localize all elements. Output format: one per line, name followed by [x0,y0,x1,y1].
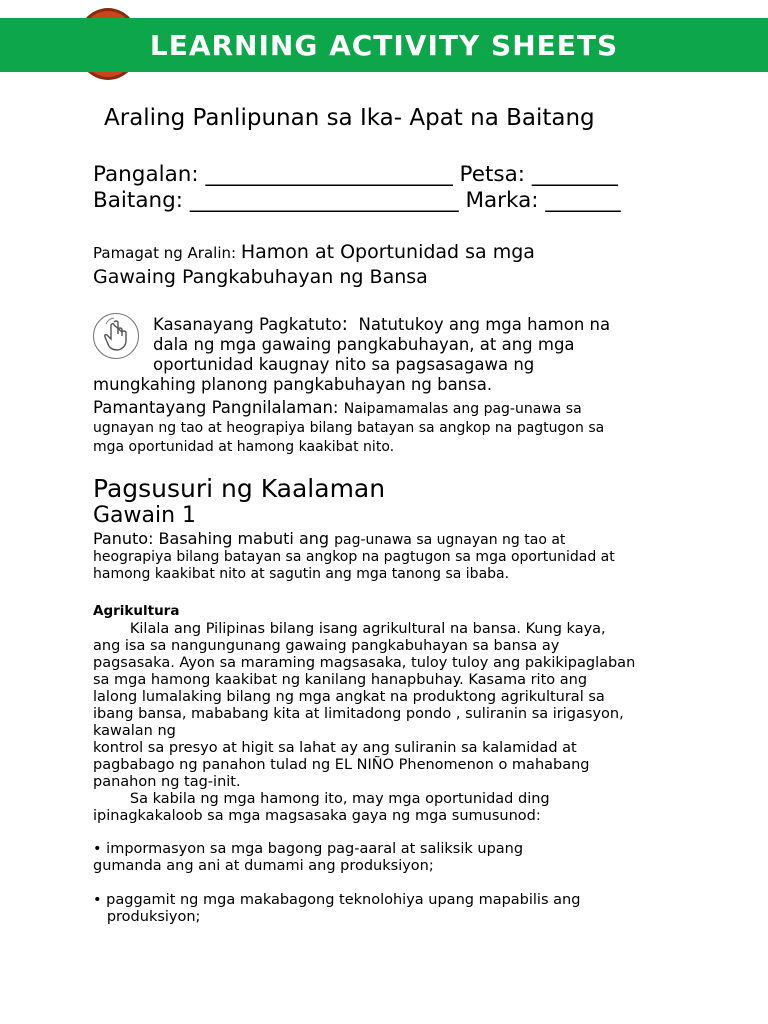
content-standard-line-2: ugnayan ng tao at heograpiya bilang batayan sa angkop na pagtugon sa [93,420,605,436]
paragraph-line: lalong lumalaking bilang ng mga angkat na produktong agrikultural sa [93,689,605,705]
instructions-line-1: pag-unawa sa ugnayan ng tao at [334,532,566,548]
competency-line-4: mungkahing planong pangkabuhayan ng bansa. [93,375,493,394]
lesson-title-block [93,240,535,289]
content-standard-label: Pamantayang Pangnilalaman: [93,398,344,417]
bullet-line: • paggamit ng mga makabagong teknolohiya upang mapabilis ang [93,892,581,908]
bullet-line: produksiyon; [93,909,201,925]
instructions-label: Panuto: Basahing mabuti ang [93,529,335,548]
competency-block [93,314,693,395]
paragraph-line: Kilala ang Pilipinas bilang isang agrikultural na bansa. Kung kaya, [93,621,606,637]
bullet-item [93,841,693,875]
activity-heading: Gawain 1 [93,503,197,528]
instructions-block [93,530,693,583]
header-banner [0,18,768,72]
grade-score-line: Baitang: _________________________ Marka: _______ [93,188,621,213]
competency-colon: : [341,313,349,335]
bullet-line: gumanda ang ani at dumami ang produksiyon; [93,858,434,874]
competency-line-2: dala ng mga gawaing pangkabuhayan, at ang mga [153,335,575,354]
paragraph-line: ibang bansa, mababang kita at limitadong pondo , suliranin sa irigasyon, [93,706,624,722]
name-date-line: Pangalan: _______________________ Petsa: ________ [93,162,618,187]
paragraph-line: Sa kabila ng mga hamong ito, may mga oportunidad ding [93,791,550,807]
agriculture-paragraph [93,621,693,825]
section-heading: Pagsusuri ng Kaalaman [93,474,386,503]
paragraph-line: pagsasaka. Ayon sa maraming magsasaka, tuloy tuloy ang pakikipaglaban [93,655,636,671]
competency-line-3: oportunidad kaugnay nito sa pagsasagawa ng [153,355,535,374]
paragraph-line: kawalan ng [93,723,176,739]
paragraph-line: kontrol sa presyo at higit sa lahat ay ang suliranin sa kalamidad at [93,740,577,756]
paragraph-line: sa mga hamong kaakibat ng kanilang hanapbuhay. Kasama rito ang [93,672,588,688]
bullet-line: • impormasyon sa mga bagong pag-aaral at saliksik upang [93,841,524,857]
banner-title: LEARNING ACTIVITY SHEETS [149,28,619,62]
paragraph-line: ipinagkakaloob sa mga magsasaka gaya ng mga sumusunod: [93,808,541,824]
instructions-line-2: heograpiya bilang batayan sa angkop na pagtugon sa mga oportunidad at [93,549,615,565]
agriculture-heading: Agrikultura [93,603,180,619]
subject-title: Araling Panlipunan sa Ika- Apat na Baitang [104,105,595,131]
bullet-item [93,892,693,926]
paragraph-line: panahon ng tag-init. [93,774,241,790]
content-standard-block [93,398,693,457]
competency-label: Kasanayang Pagkatuto [153,315,342,334]
lesson-title-label: Pamagat ng Aralin: [93,244,241,262]
content-standard-line-3: mga oportunidad at hamong kaakibat nito. [93,439,395,455]
instructions-line-3: hamong kaakibat nito at sagutin ang mga tanong sa ibaba. [93,566,510,582]
content-standard-line-1: Naipamamalas ang pag-unawa sa [343,401,582,417]
lesson-title-line-2: Gawaing Pangkabuhayan ng Bansa [93,266,428,288]
paragraph-line: pagbabago ng panahon tulad ng EL NIÑO Phenomenon o mahabang [93,757,590,773]
competency-line-1: Natutukoy ang mga hamon na [348,315,611,334]
lesson-title-line-1: Hamon at Oportunidad sa mga [240,241,535,263]
paragraph-line: ang isa sa nangungunang gawaing pangkabuhayan sa bansa ay [93,638,560,654]
